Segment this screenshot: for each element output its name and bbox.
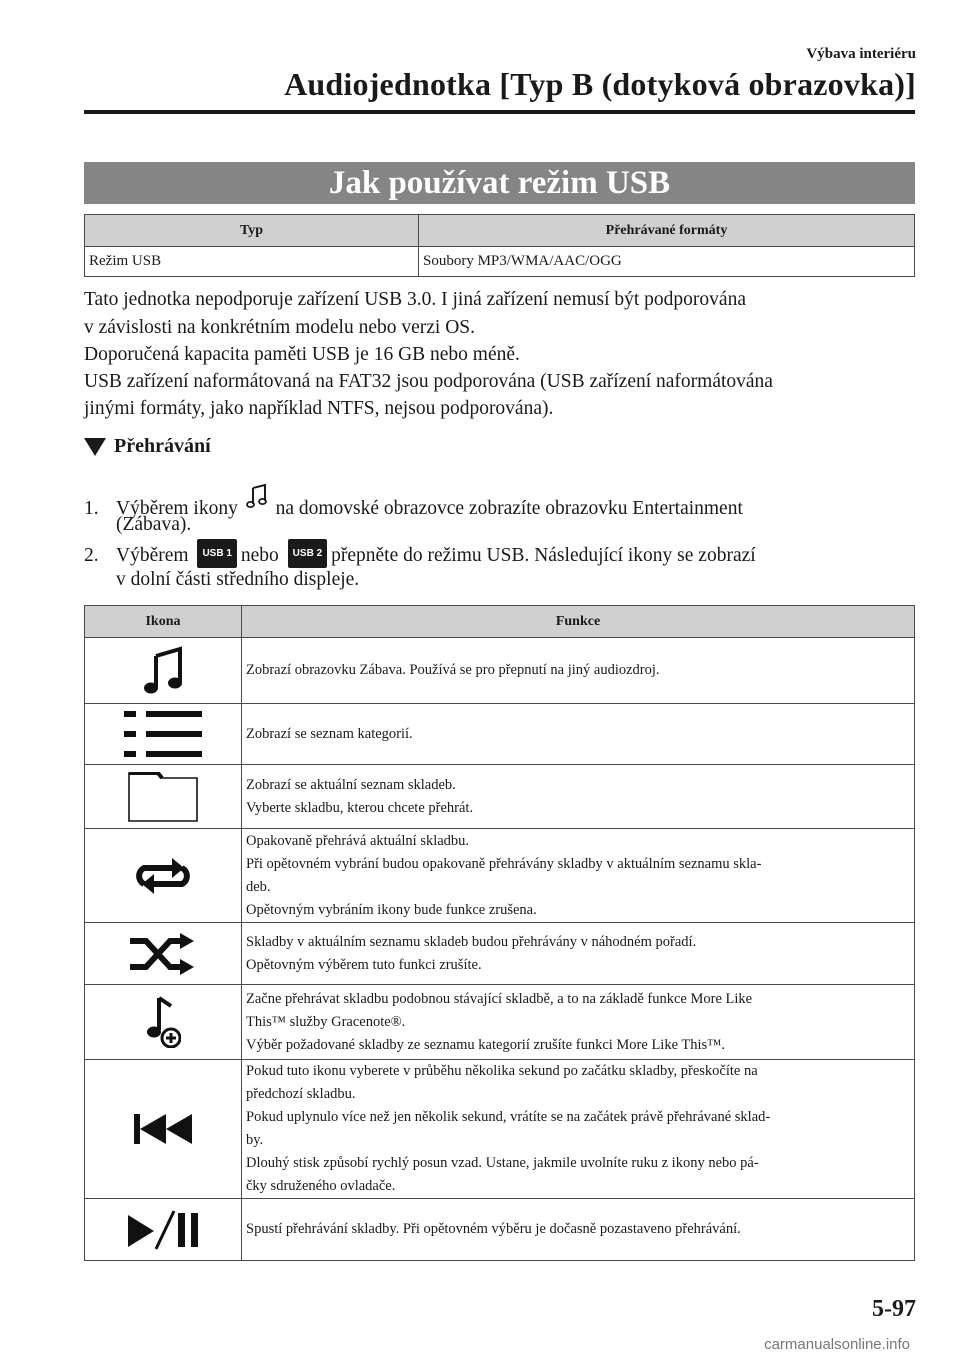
intro-line: Tato jednotka nepodporuje zařízení USB 3.0. I jiná zařízení nemusí být podporována — [84, 289, 746, 310]
step-text: Výběrem ikony — [116, 498, 238, 519]
column-header: Přehrávané formáty — [419, 215, 915, 247]
previous-track-icon — [85, 1060, 242, 1199]
table-row — [85, 1060, 915, 1199]
category-list-icon — [85, 704, 242, 765]
table-row — [85, 638, 915, 704]
step-text-continued: v dolní části středního displeje. — [116, 569, 360, 590]
shuffle-icon — [85, 923, 242, 985]
intro-line: v závislosti na konkrétním modelu nebo verzi OS. — [84, 317, 476, 338]
music-note-icon — [85, 638, 242, 704]
column-header: Funkce — [242, 606, 915, 638]
play-pause-icon — [85, 1199, 242, 1261]
table-row — [85, 765, 915, 829]
column-header: Ikona — [85, 606, 242, 638]
step-text-continued: (Zábava). — [116, 514, 192, 535]
step-text: na domovské obrazovce zobrazíte obrazovku Entertainment — [275, 498, 743, 519]
step-number: 1. — [84, 498, 99, 519]
function-description: Zobrazí se aktuální seznam skladeb. Vyberte skladbu, kterou chcete přehrát. — [242, 765, 915, 829]
subheading-text: Přehrávání — [114, 435, 211, 457]
music-note-icon — [246, 484, 268, 518]
folder-icon — [85, 765, 242, 829]
intro-line: jinými formáty, jako například NTFS, nejsou podporována). — [84, 398, 554, 419]
page-number: 5-97 — [872, 1296, 916, 1322]
repeat-icon — [85, 829, 242, 923]
section-kicker: Výbava interiéru — [806, 46, 916, 62]
triangle-bullet-icon — [84, 438, 106, 456]
table-row — [85, 704, 915, 765]
table-header-row — [85, 215, 915, 247]
step-text: Výběrem — [116, 545, 189, 566]
table-cell: Soubory MP3/WMA/AAC/OGG — [419, 247, 915, 277]
table-row — [85, 247, 915, 277]
function-description: Pokud tuto ikonu vyberete v průběhu několika sekund po začátku skladby, přeskočíte na předchozí skladbu. Pokud uplynulo více než jen několik sekund, vrátíte se na začátek právě přehrávané sklad- by. Dlouhý stisk způsobí rychlý posun vzad. Ustane, jakmile uvolníte ruku z ikony nebo pá- čky sdruženého ovladače. — [242, 1060, 915, 1199]
intro-line: Doporučená kapacita paměti USB je 16 GB nebo méně. — [84, 344, 520, 365]
banner-title: Jak používat režim USB — [328, 164, 671, 201]
table-header-row — [85, 606, 915, 638]
function-description: Spustí přehrávání skladby. Při opětovném výběru je dočasně pozastaveno přehrávání. — [242, 1199, 915, 1261]
column-header: Typ — [85, 215, 419, 247]
step-text: přepněte do režimu USB. Následující ikony se zobrazí — [331, 545, 756, 566]
section-banner — [84, 162, 915, 204]
subheading — [84, 435, 211, 458]
watermark: carmanualsonline.info — [764, 1336, 910, 1353]
table-row — [85, 829, 915, 923]
step-2 — [84, 539, 756, 569]
usb2-icon: USB 2 — [288, 539, 327, 568]
function-description: Opakovaně přehrává aktuální skladbu. Při opětovném vybrání budou opakovaně přehrávány skladby v aktuálním seznamu skla- deb. Opětovným vybráním ikony bude funkce zrušena. — [242, 829, 915, 923]
step-text: nebo — [240, 545, 279, 566]
step-number: 2. — [84, 545, 99, 566]
table-row — [85, 923, 915, 985]
chapter-title: Audiojednotka [Typ B (dotyková obrazovka)] — [284, 66, 916, 102]
format-table — [84, 214, 915, 277]
table-cell: Režim USB — [85, 247, 419, 277]
header-rule — [84, 110, 915, 114]
intro-line: USB zařízení naformátovaná na FAT32 jsou podporována (USB zařízení naformátována — [84, 371, 773, 392]
function-description: Zobrazí obrazovku Zábava. Používá se pro přepnutí na jiný audiozdroj. — [242, 638, 915, 704]
more-like-this-icon — [85, 985, 242, 1060]
usb1-icon: USB 1 — [197, 539, 236, 568]
table-row — [85, 985, 915, 1060]
function-description: Začne přehrávat skladbu podobnou stávající skladbě, a to na základě funkce More Like This™ služby Gracenote®. Výběr požadované skladby ze seznamu kategorií zrušíte funkci More Like This™. — [242, 985, 915, 1060]
function-description: Skladby v aktuálním seznamu skladeb budou přehrávány v náhodném pořadí. Opětovným výběrem tuto funkci zrušíte. — [242, 923, 915, 985]
table-row — [85, 1199, 915, 1261]
icon-function-table — [84, 605, 915, 1261]
function-description: Zobrazí se seznam kategorií. — [242, 704, 915, 765]
